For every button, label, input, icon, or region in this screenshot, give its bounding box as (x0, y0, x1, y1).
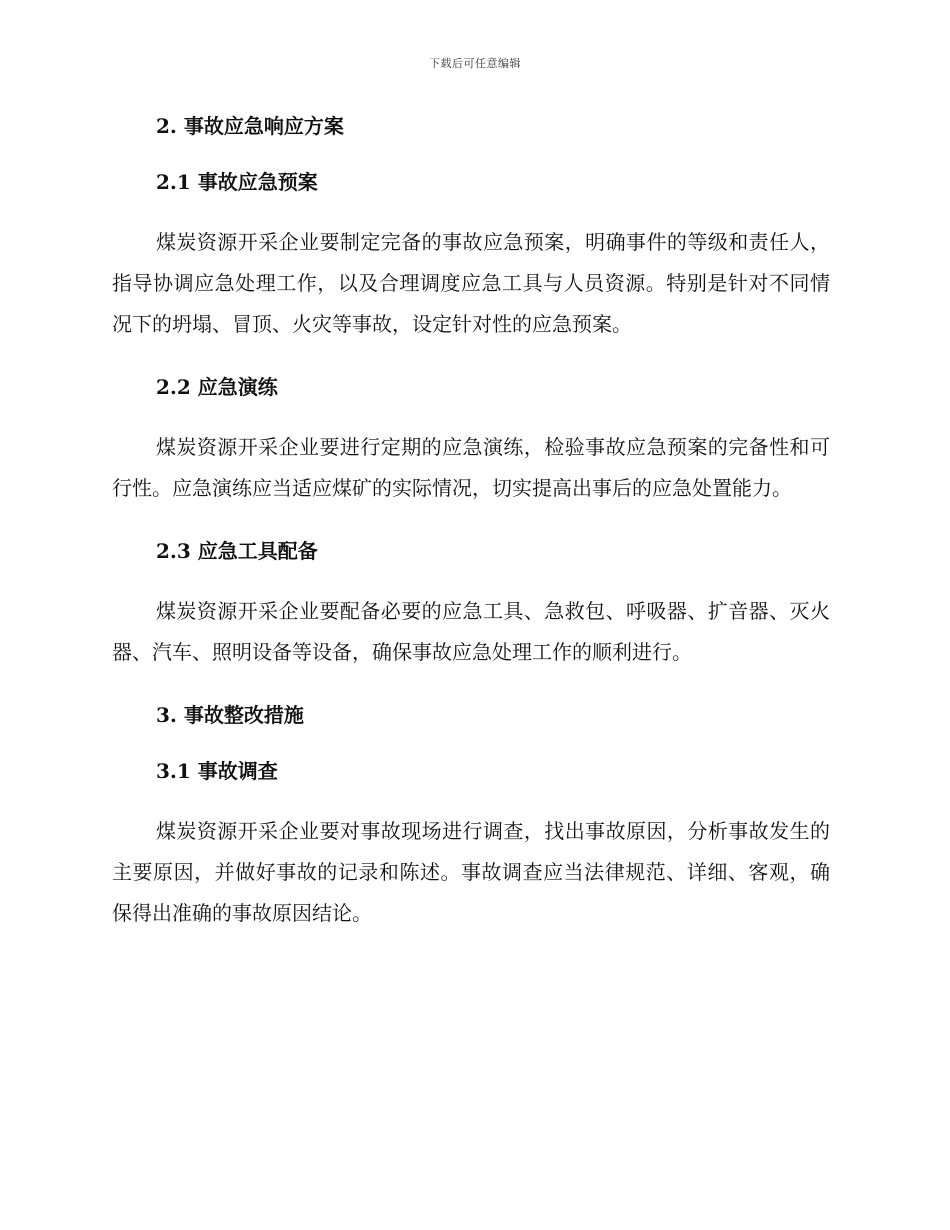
paragraph-2-1: 煤炭资源开采企业要制定完备的事故应急预案，明确事件的等级和责任人，指导协调应急处理工作，以及合理调度应急工具与人员资源。特别是针对不同情况下的坍塌、冒顶、火灾等事故，设定针对性的应急预案。 (112, 230, 830, 336)
section-heading-3-1: 3.1 事故调查 (156, 759, 278, 783)
section-heading-3: 3. 事故整改措施 (156, 703, 304, 727)
section-heading-2-1: 2.1 事故应急预案 (156, 170, 318, 194)
document-body (112, 110, 830, 934)
section-heading-2: 2. 事故应急响应方案 (156, 114, 344, 138)
paragraph-2-3: 煤炭资源开采企业要配备必要的应急工具、急救包、呼吸器、扩音器、灭火器、汽车、照明设备等设备，确保事故应急处理工作的顺利进行。 (112, 599, 830, 664)
paragraph-2-2: 煤炭资源开采企业要进行定期的应急演练，检验事故应急预案的完备性和可行性。应急演练应当适应煤矿的实际情况，切实提高出事后的应急处置能力。 (112, 435, 830, 500)
page-header: 下载后可任意编辑 (429, 57, 521, 70)
section-heading-2-2: 2.2 应急演练 (156, 375, 278, 399)
paragraph-3-1: 煤炭资源开采企业要对事故现场进行调查，找出事故原因，分析事故发生的主要原因，并做好事故的记录和陈述。事故调查应当法律规范、详细、客观，确保得出准确的事故原因结论。 (112, 819, 830, 925)
section-heading-2-3: 2.3 应急工具配备 (156, 539, 318, 563)
